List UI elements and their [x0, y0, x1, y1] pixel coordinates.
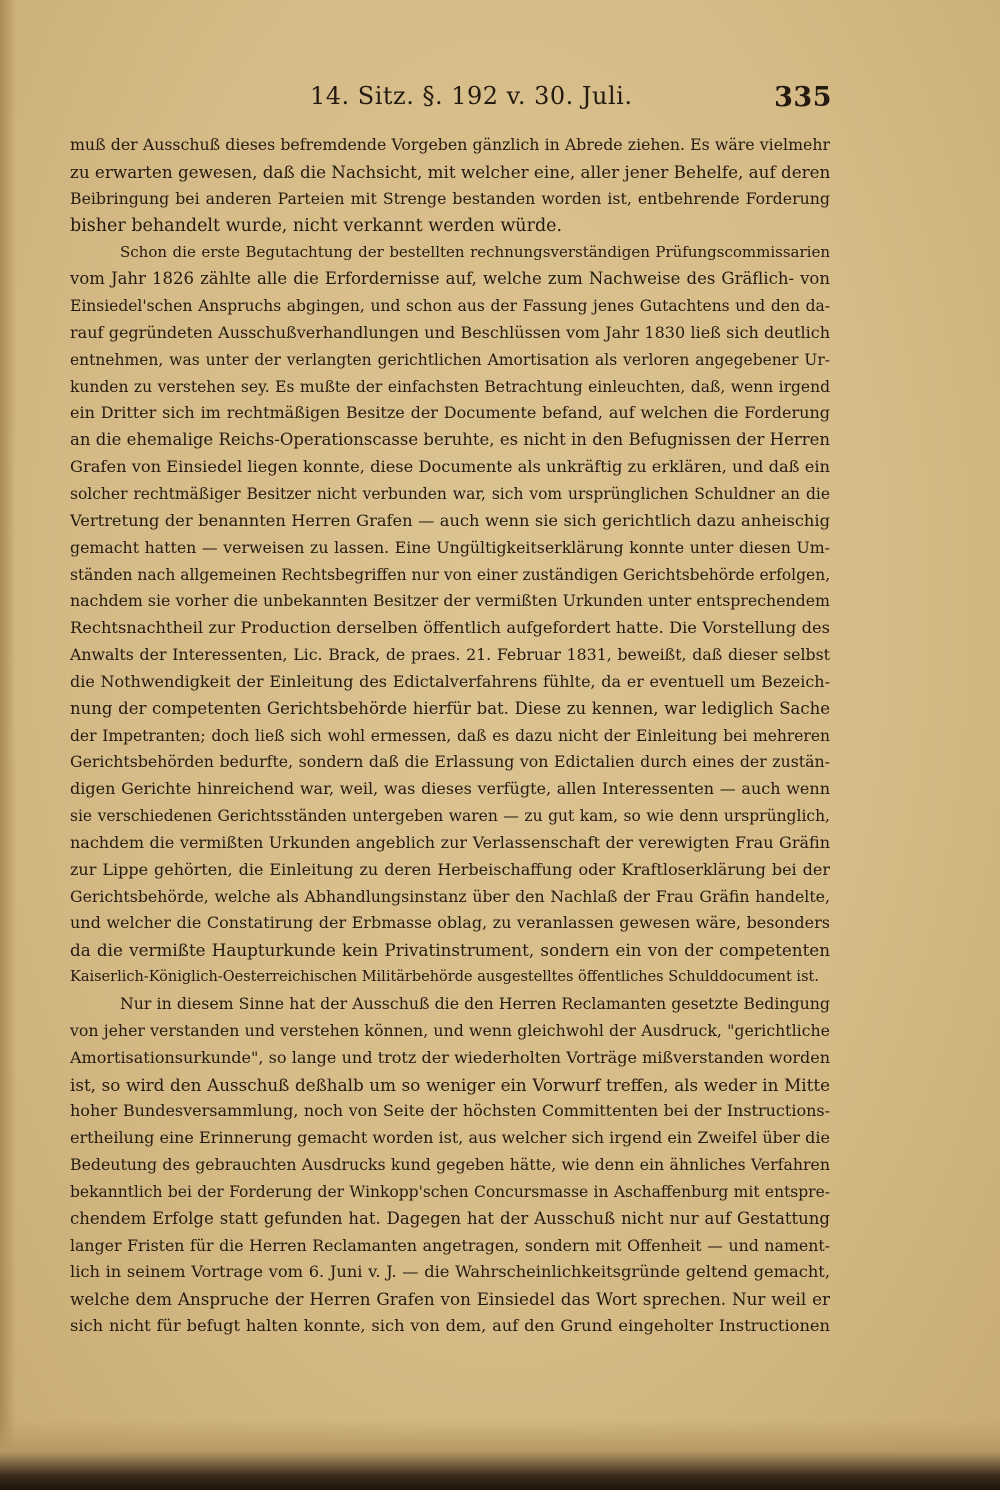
text-line: nachdem sie vorher die unbekannten Besitzer der vermißten Urkunden unter entsprechendem	[70, 591, 830, 611]
text-line: sich nicht für befugt halten konnte, sich von dem, auf den Grund eingeholter Instructionen	[70, 1316, 830, 1336]
text-line: gemacht hatten — verweisen zu lassen. Eine Ungültigkeitserklärung konnte unter diesen Um-	[70, 537, 830, 557]
binding-shadow	[0, 0, 16, 1490]
text-line: bekanntlich bei der Forderung der Winkopp'schen Concursmasse in Aschaffenburg mit entspre-	[70, 1182, 830, 1201]
text-line: welche dem Anspruche der Herren Grafen von Einsiedel das Wort sprechen. Nur weil er	[70, 1289, 830, 1310]
text-line: zur Lippe gehörten, die Einleitung zu deren Herbeischaffung oder Kraftloserklärung bei der	[70, 859, 830, 879]
text-line: ein Dritter sich im rechtmäßigen Besitze der Documente befand, auf welchen die Forderung	[70, 403, 830, 423]
running-head: 14. Sitz. §. 192 v. 30. Juli.	[310, 82, 633, 110]
text-line: an die ehemalige Reichs-Operationscasse beruhte, es nicht in den Befugnissen der Herren	[70, 430, 830, 450]
text-line: ertheilung eine Erinnerung gemacht worden ist, aus welcher sich irgend ein Zweifel über die	[70, 1128, 830, 1148]
page-bottom-edge	[0, 1420, 1000, 1490]
text-line: Gerichtsbehörden bedurfte, sondern daß die Erlassung von Edictalien durch eines der zustän-	[70, 752, 830, 772]
text-line: Amortisationsurkunde", so lange und trotz der wiederholten Vorträge mißverstanden worden	[70, 1047, 830, 1067]
body-text	[70, 132, 830, 1340]
text-line: muß der Ausschuß dieses befremdende Vorgeben gänzlich in Abrede ziehen. Es wäre vielmehr	[70, 135, 830, 154]
text-line: die Nothwendigkeit der Einleitung des Edictalverfahrens fühlte, da er eventuell um Bezeich-	[70, 671, 830, 691]
text-line: sie verschiedenen Gerichtsständen untergeben waren — zu gut kam, so wie denn ursprünglich,	[70, 807, 830, 826]
text-line: Bedeutung des gebrauchten Ausdrucks kund gegeben hätte, wie denn ein ähnliches Verfahren	[70, 1155, 830, 1175]
text-line: rauf gegründeten Ausschußverhandlungen und Beschlüssen vom Jahr 1830 ließ sich deutlich	[70, 322, 830, 342]
text-line: digen Gerichte hinreichend war, weil, was dieses verfügte, allen Interessenten — auch wenn	[70, 779, 830, 799]
text-line: und welcher die Constatirung der Erbmasse oblag, zu veranlassen gewesen wäre, besonders	[70, 913, 830, 933]
text-line: Schon die erste Begutachtung der bestellten rechnungsverständigen Prüfungscommissarien	[120, 243, 830, 262]
text-line: langer Fristen für die Herren Reclamanten angetragen, sondern mit Offenheit — und nament-	[70, 1235, 830, 1255]
text-line: entnehmen, was unter der verlangten gerichtlichen Amortisation als verloren angegebener Ur-	[70, 350, 830, 369]
text-line: Beibringung bei anderen Parteien mit Strenge bestanden worden ist, entbehrende Forderung	[70, 188, 830, 208]
text-line: da die vermißte Haupturkunde kein Privatinstrument, sondern ein von der competenten	[70, 940, 830, 961]
text-line: Einsiedel'schen Anspruchs abgingen, und schon aus der Fassung jenes Gutachtens und den da-	[70, 297, 830, 316]
text-line: bisher behandelt wurde, nicht verkannt werden würde.	[70, 215, 563, 236]
text-line: ist, so wird den Ausschuß deßhalb um so weniger ein Vorwurf treffen, als weder in Mitte	[70, 1074, 830, 1095]
text-line: lich in seinem Vortrage vom 6. Juni v. J. — die Wahrscheinlichkeitsgründe geltend gemacht,	[70, 1262, 830, 1282]
text-line: Grafen von Einsiedel liegen konnte, diese Documente als unkräftig zu erklären, und daß ein	[70, 457, 830, 477]
text-line: zu erwarten gewesen, daß die Nachsicht, mit welcher eine, aller jener Behelfe, auf deren	[70, 161, 830, 182]
text-line: Anwalts der Interessenten, Lic. Brack, de praes. 21. Februar 1831, beweißt, daß dieser selbst	[70, 645, 830, 665]
text-line: nung der competenten Gerichtsbehörde hierfür bat. Diese zu kennen, war lediglich Sache	[70, 698, 830, 718]
text-line: Rechtsnachtheil zur Production derselben öffentlich aufgefordert hatte. Die Vorstellung des	[70, 618, 830, 638]
text-line: vom Jahr 1826 zählte alle die Erfordernisse auf, welche zum Nachweise des Gräflich- von	[70, 269, 830, 289]
text-line: ständen nach allgemeinen Rechtsbegriffen nur von einer zuständigen Gerichtsbehörde erfolgen,	[70, 565, 830, 584]
page-number: 335	[774, 82, 832, 113]
text-line: solcher rechtmäßiger Besitzer nicht verbunden war, sich vom ursprünglichen Schuldner an die	[70, 484, 830, 503]
text-line: Kaiserlich-Königlich-Oesterreichischen Militärbehörde ausgestelltes öffentliches Schulddocument ist.	[70, 969, 819, 986]
text-line: Nur in diesem Sinne hat der Ausschuß die den Herren Reclamanten gesetzte Bedingung	[120, 994, 830, 1013]
text-line: Vertretung der benannten Herren Grafen — auch wenn sie sich gerichtlich dazu anheischig	[70, 510, 830, 530]
text-line: nachdem die vermißten Urkunden angeblich zur Verlassenschaft der verewigten Frau Gräfin	[70, 832, 830, 852]
text-line: chendem Erfolge statt gefunden hat. Dagegen hat der Ausschuß nicht nur auf Gestattung	[70, 1208, 830, 1228]
text-line: kunden zu verstehen sey. Es mußte der einfachsten Betrachtung einleuchten, daß, wenn irgend	[70, 377, 830, 396]
text-line: Gerichtsbehörde, welche als Abhandlungsinstanz über den Nachlaß der Frau Gräfin handelte,	[70, 886, 830, 906]
page-header	[70, 82, 830, 122]
text-line: der Impetranten; doch ließ sich wohl ermessen, daß es dazu nicht der Einleitung bei mehreren	[70, 726, 830, 745]
text-line: hoher Bundesversammlung, noch von Seite der höchsten Committenten bei der Instructions-	[70, 1101, 830, 1121]
text-line: von jeher verstanden und verstehen können, und wenn gleichwohl der Ausdruck, "gerichtliche	[70, 1020, 830, 1040]
